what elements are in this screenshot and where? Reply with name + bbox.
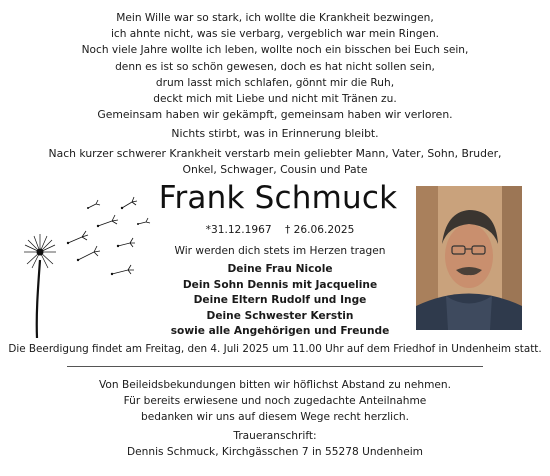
mourner: Deine Frau Nicole: [227, 263, 333, 275]
poem-line: denn es ist so schön gewesen, doch es hat nicht sollen sein,: [115, 60, 435, 73]
death-announcement: [0, 146, 550, 178]
funeral-info: Die Beerdigung findet am Freitag, den 4. Juli 2025 um 11.00 Uhr auf dem Friedhof in Undenheim statt.: [8, 343, 542, 355]
announcement-line: Nach kurzer schwerer Krankheit verstarb mein geliebter Mann, Vater, Sohn, Bruder,: [48, 147, 502, 160]
closing-line: bedanken wir uns auf diesem Wege recht herzlich.: [140, 410, 409, 423]
poem-line: deckt mich mit Liebe und nicht mit Tränen zu.: [153, 93, 397, 106]
address-value: Dennis Schmuck, Kirchgässchen 7 in 55278 Undenheim: [127, 445, 423, 458]
poem-line: Noch viele Jahre wollte ich leben, wollte noch ein bisschen bei Euch sein,: [81, 44, 469, 57]
mourner: sowie alle Angehörigen und Freunde: [170, 325, 390, 338]
poem-line: ich ahnte nicht, was sie verbarg, vergeblich war mein Ringen.: [110, 28, 440, 41]
quote-memory: Nichts stirbt, was in Erinnerung bleibt.: [171, 127, 379, 140]
announcement-line: Onkel, Schwager, Cousin und Pate: [182, 163, 368, 176]
address-label: Traueranschrift:: [233, 430, 317, 442]
life-dates: [150, 224, 410, 236]
poem-line: Mein Wille war so stark, ich wollte die Krankheit bezwingen,: [116, 12, 434, 24]
closing-text: [0, 378, 550, 425]
deceased-name: Frank Schmuck: [158, 180, 398, 216]
mourner: Deine Schwester Kerstin: [206, 309, 354, 322]
mourners-list: [140, 262, 420, 340]
mourning-address: [0, 429, 550, 461]
quote-together: Gemeinsam haben wir gekämpft, gemeinsam haben wir verloren.: [97, 108, 453, 121]
divider: [67, 366, 483, 367]
birth-date: *31.12.1967: [205, 224, 272, 236]
mourner: Dein Sohn Dennis mit Jacqueline: [182, 278, 378, 291]
poem: [0, 10, 550, 107]
mourner: Deine Eltern Rudolf und Inge: [193, 294, 367, 307]
death-date: † 26.06.2025: [285, 224, 355, 236]
closing-line: Von Beileidsbekundungen bitten wir höflichst Abstand zu nehmen.: [98, 379, 452, 391]
remembrance-line: Wir werden dich stets im Herzen tragen: [174, 245, 386, 257]
portrait-photo: [416, 186, 522, 330]
poem-line: drum lasst mich schlafen, gönnt mir die Ruh,: [155, 76, 395, 89]
closing-line: Für bereits erwiesene und noch zugedachte Anteilnahme: [123, 394, 427, 407]
